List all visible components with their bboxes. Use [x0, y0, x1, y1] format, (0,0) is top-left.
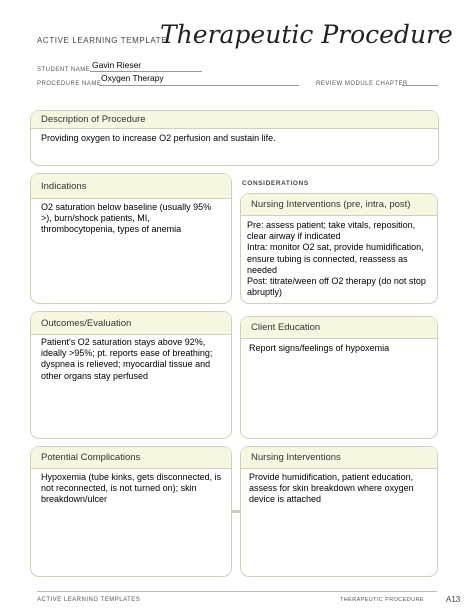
student-name-value: Gavin Rieser: [92, 60, 142, 70]
nursing-interventions-heading: Nursing Interventions: [241, 447, 437, 469]
footer-right-label: THERAPEUTIC PROCEDURE: [340, 597, 424, 603]
indications-box: [30, 173, 232, 304]
outcomes-heading: Outcomes/Evaluation: [31, 312, 231, 335]
review-module-label: REVIEW MODULE CHAPTER: [316, 81, 408, 87]
indications-heading: Indications: [31, 174, 231, 199]
outcomes-box: [30, 311, 232, 439]
nursing-interventions-box: [240, 446, 438, 577]
complications-box: [30, 446, 232, 577]
intervention-intra: Intra: monitor O2 sat, provide humidification, ensure tubing is connected, reassess as needed: [247, 242, 424, 275]
footer-rule: [37, 591, 437, 592]
considerations-label: CONSIDERATIONS: [242, 180, 309, 187]
complications-heading: Potential Complications: [31, 447, 231, 469]
nursing-interventions-pip-list: [247, 220, 433, 298]
description-text: Providing oxygen to increase O2 perfusion and sustain life.: [41, 133, 276, 143]
procedure-name-line: [99, 85, 299, 86]
page-title: Therapeutic Procedure: [160, 20, 453, 49]
nursing-interventions-pip-heading: Nursing Interventions (pre, intra, post): [241, 194, 437, 216]
review-module-line: [402, 85, 438, 86]
client-education-box: [240, 316, 438, 439]
complications-text: Hypoxemia (tube kinks, gets disconnected, is not reconnected, is not turned on); skin breakdown/ulcer: [41, 472, 222, 505]
procedure-name-label: PROCEDURE NAME: [37, 81, 102, 87]
template-label: ACTIVE LEARNING TEMPLATE:: [37, 36, 170, 45]
client-education-text: Report signs/feelings of hypoxemia: [249, 343, 390, 353]
description-heading: Description of Procedure: [31, 111, 438, 129]
description-box: [30, 110, 439, 166]
nursing-interventions-pip-box: [240, 193, 438, 304]
page-number: A13: [446, 595, 461, 604]
student-name-label: STUDENT NAME: [37, 67, 91, 73]
indications-text: O2 saturation below baseline (usually 95% >), burn/shock patients, MI, thrombocytopenia, types of anemia: [41, 202, 212, 235]
nursing-interventions-text: Provide humidification, patient education, assess for skin breakdown where oxygen device is attached: [249, 472, 414, 505]
student-name-line: [90, 71, 202, 72]
intervention-post: Post: titrate/ween off O2 therapy (do not stop abruptly): [247, 276, 426, 298]
outcomes-text: Patient's O2 saturation stays above 92%, ideally >95%; pt. reports ease of breathing; dyspnea is relieved; myocardial tissue and other organs stay perfused: [41, 337, 213, 381]
footer-left-label: ACTIVE LEARNING TEMPLATES: [37, 597, 141, 603]
procedure-name-value: Oxygen Therapy: [101, 73, 164, 83]
intervention-pre: Pre: assess patient; take vitals, reposition, clear airway if indicated: [247, 220, 416, 242]
client-education-heading: Client Education: [241, 317, 437, 339]
